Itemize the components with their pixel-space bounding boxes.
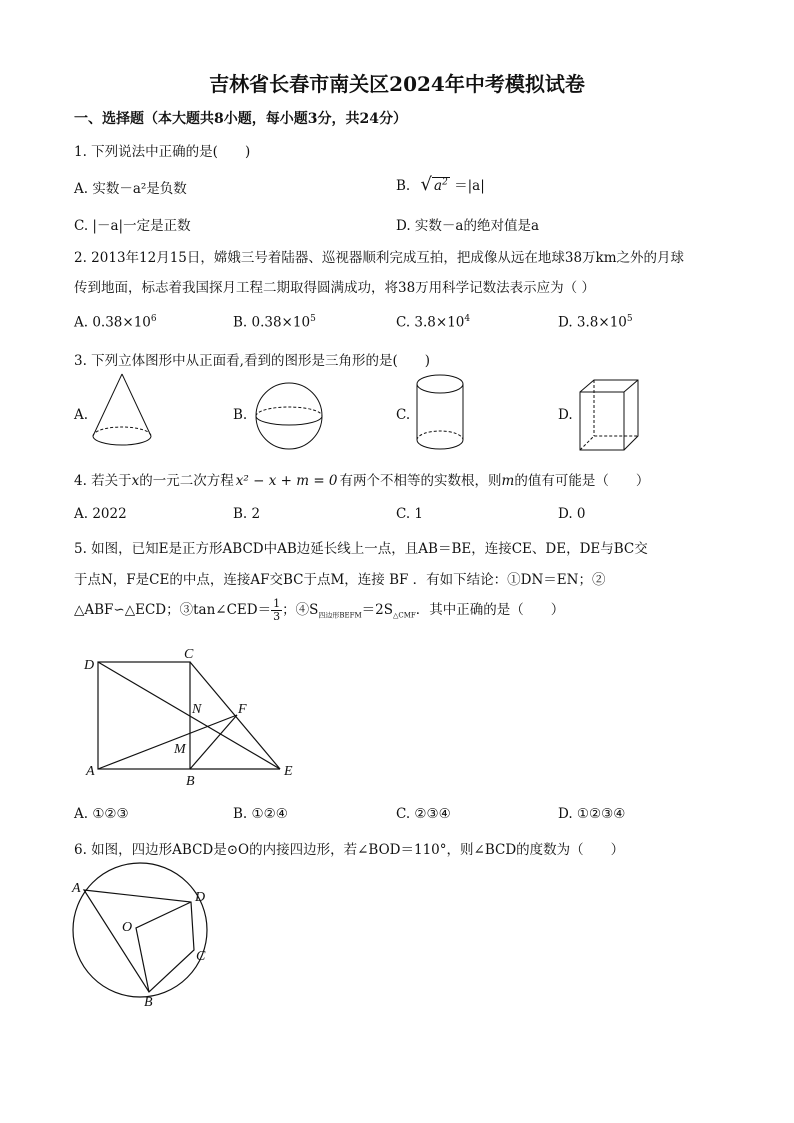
- q3-option-a: A.: [74, 407, 89, 423]
- label-C: C: [184, 647, 194, 662]
- label-O: O: [122, 920, 133, 935]
- q5-option-b: B. ①②④: [233, 806, 288, 822]
- q2-option-b: [233, 314, 316, 331]
- q6-stem: 6. 如图，四边形ABCD是⊙O的内接四边形，若∠BOD＝110°，则∠BCD的度数为（ ）: [74, 842, 625, 858]
- cylinder-icon: [416, 374, 466, 454]
- label-A: A: [72, 881, 81, 896]
- q1-option-a: A. 实数－a²是负数: [74, 181, 187, 197]
- q2-line1: 2. 2013年12月15日，嫦娥三号着陆器、巡视器顺利完成互拍，把成像从远在地球38万km之外的月球: [74, 250, 685, 266]
- q2-d-text: D. 3.8×10: [558, 314, 627, 331]
- q1-b-radicand: a: [434, 178, 443, 194]
- q5-option-c: C. ②③④: [396, 806, 451, 822]
- frac-denominator: 3: [273, 610, 281, 623]
- q2-line2: 传到地面，标志着我国探月工程二期取得圆满成功，将38万用科学记数法表示应为（ ）: [74, 280, 595, 296]
- fraction: [271, 598, 282, 623]
- q4-p1: 4. 若关于: [74, 473, 132, 489]
- q5-line3a: △ABF∽△ECD；③tan∠CED＝: [74, 602, 272, 618]
- q3-option-d: D.: [558, 407, 573, 423]
- q6-figure: [70, 860, 220, 1010]
- q3-stem: 3. 下列立体图形中从正面看,看到的图形是三角形的是( ): [74, 353, 430, 369]
- q2-d-exp: 5: [626, 314, 633, 324]
- q5-line3: [74, 598, 564, 623]
- label-D: D: [195, 890, 206, 905]
- q1-option-b-prefix: B.: [396, 178, 411, 194]
- q4-x: x: [131, 473, 140, 489]
- q2-option-a: [74, 314, 157, 331]
- q4-option-c: C. 1: [396, 506, 424, 522]
- q4-m: m: [501, 473, 515, 489]
- q4-p4: 的值有可能是（ ）: [514, 473, 650, 489]
- q2-b-exp: 5: [310, 314, 316, 324]
- q5-sub1: 四边形BEFM: [318, 611, 362, 620]
- q4-option-a: A. 2022: [74, 506, 127, 522]
- label-B: B: [186, 774, 195, 789]
- q5-sub2: △CMF: [392, 611, 416, 620]
- q5-figure: [80, 645, 310, 795]
- label-M: M: [174, 742, 186, 757]
- label-D: D: [84, 658, 95, 673]
- label-N: N: [192, 702, 202, 717]
- sphere-icon: [254, 381, 326, 453]
- q1-b-rest: ＝|a|: [454, 178, 485, 194]
- q5-line3b: ；④S: [282, 602, 319, 618]
- sqrt-icon: √ $a^2$: [420, 174, 448, 195]
- q4-p3: 有两个不相等的实数根，则: [339, 473, 502, 489]
- label-A: A: [86, 764, 95, 779]
- q2-option-c: [396, 314, 470, 331]
- q5-option-a: A. ①②③: [74, 806, 129, 822]
- q5-line2: 于点N，F是CE的中点，连接AF交BC于点M，连接 BF ．有如下结论：①DN＝EN；②: [74, 572, 606, 588]
- section-heading: 一、选择题（本大题共8小题，每小题3分，共24分）: [74, 111, 407, 127]
- label-C: C: [196, 949, 206, 964]
- q2-option-d: [558, 314, 633, 331]
- frac-numerator: 1: [273, 597, 281, 610]
- q2-c-text: C. 3.8×10: [396, 314, 465, 331]
- q3-option-c: C.: [396, 407, 411, 423]
- q1-stem: 1. 下列说法中正确的是( ): [74, 144, 251, 160]
- q1-b-exp: 2: [442, 177, 448, 188]
- q4-option-b: B. 2: [233, 506, 261, 522]
- q5-option-d: D. ①②③④: [558, 806, 626, 822]
- label-E: E: [284, 764, 293, 779]
- cone-icon: [90, 372, 160, 452]
- q5-line1: 5. 如图，已知E是正方形ABCD中AB边延长线上一点，且AB＝BE，连接CE、DE，DE与BC交: [74, 541, 648, 557]
- q3-option-b: B.: [233, 407, 248, 423]
- q4-stem: [74, 469, 649, 489]
- cuboid-icon: [578, 378, 642, 454]
- q4-p2: 的一元二次方程: [139, 473, 234, 489]
- label-F: F: [238, 702, 247, 717]
- page-title: 吉林省长春市南关区2024年中考模拟试卷: [209, 72, 585, 96]
- q5-line3d: ．其中正确的是（ ）: [415, 602, 565, 618]
- q2-c-exp: 4: [464, 314, 471, 324]
- q2-a-text: A. 0.38×10: [74, 314, 151, 331]
- q4-option-d: D. 0: [558, 506, 586, 522]
- q1-option-c: C. |－a|一定是正数: [74, 218, 191, 234]
- q2-b-text: B. 0.38×10: [233, 314, 311, 331]
- q1-option-b: [396, 174, 485, 195]
- label-B: B: [144, 995, 153, 1010]
- q1-option-d: D. 实数－a的绝对值是a: [396, 218, 540, 234]
- q2-a-exp: 6: [150, 314, 157, 324]
- q4-equation: x² − x + m = 0: [235, 473, 338, 489]
- q5-line3c: ＝2S: [361, 602, 393, 618]
